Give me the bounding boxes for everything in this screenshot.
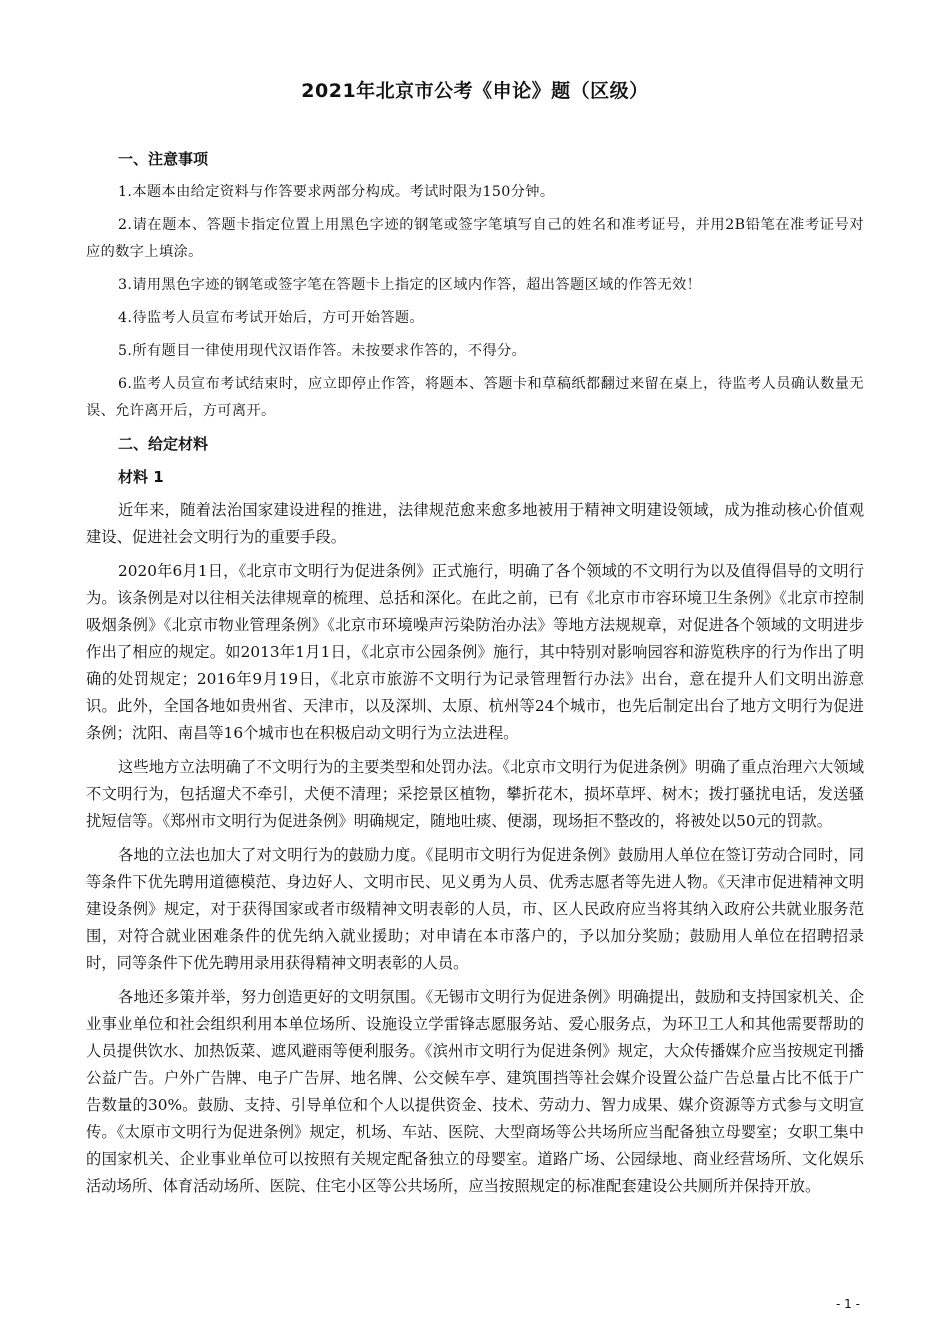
note-item: 2.请在题本、答题卡指定位置上用黑色字迹的钢笔或签字笔填写自己的姓名和准考证号，并用2B铅笔在准考证号对应的数字上填涂。 — [86, 217, 864, 260]
section-heading-notes: 一、注意事项 — [118, 150, 209, 168]
note-item: 5.所有题目一律使用现代汉语作答。未按要求作答的，不得分。 — [118, 343, 527, 359]
note-item: 3.请用黑色字迹的钢笔或签字笔在答题卡上指定的区域内作答，超出答题区域的作答无效！ — [118, 277, 702, 293]
page-number: - 1 - — [836, 1297, 860, 1311]
material-label: 材料 1 — [118, 468, 164, 486]
note-item: 1.本题本由给定资料与作答要求两部分构成。考试时限为150分钟。 — [118, 184, 555, 200]
document-title: 2021年北京市公考《申论》题（区级） — [301, 80, 649, 102]
material-paragraph: 2020年6月1日，《北京市文明行为促进条例》正式施行，明确了各个领域的不文明行为以及值得倡导的文明行为。该条例是对以往相关法律规章的梳理、总括和深化。在此之前，已有《北京市市容环境卫生条例》《北京市控制吸烟条例》《北京市物业管理条例》《北京市环境噪声污染防治办法》等地方法规规章，对促进各个领域的文明进步作出了相应的规定。如2013年1月1日，《北京市公园条例》施行，其中特别对影响园容和游览秩序的行为作出了明确的处罚规定；2016年9月19日，《北京市旅游不文明行为记录管理暂行办法》出台，意在提升人们文明出游意识。此外，全国各地如贵州省、天津市，以及深圳、太原、杭州等24个城市，也先后制定出台了地方文明行为促进条例；沈阳、南昌等16个城市也在积极启动文明行为立法进程。 — [86, 562, 864, 742]
material-paragraph: 这些地方立法明确了不文明行为的主要类型和处罚办法。《北京市文明行为促进条例》明确了重点治理六大领域不文明行为，包括遛犬不牵引，犬便不清理；采挖景区植物，攀折花木，损坏草坪、树木；拨打骚扰电话，发送骚扰短信等。《郑州市文明行为促进条例》明确规定，随地吐痰、便溺，现场拒不整改的，将被处以50元的罚款。 — [86, 758, 864, 830]
material-paragraph: 各地还多策并举，努力创造更好的文明氛围。《无锡市文明行为促进条例》明确提出，鼓励和支持国家机关、企业事业单位和社会组织利用本单位场所、设施设立学雷锋志愿服务站、爱心服务点，为环卫工人和其他需要帮助的人员提供饮水、加热饭菜、遮风避雨等便利服务。《滨州市文明行为促进条例》规定，大众传播媒介应当按规定刊播公益广告。户外广告牌、电子广告屏、地名牌、公交候车亭、建筑围挡等社会媒介设置公益广告总量占比不低于广告数量的30%。鼓励、支持、引导单位和个人以提供资金、技术、劳动力、智力成果、媒介资源等方式参与文明宣传。《太原市文明行为促进条例》规定，机场、车站、医院、大型商场等公共场所应当配备独立母婴室；女职工集中的国家机关、企业事业单位可以按照有关规定配备独立的母婴室。道路广场、公园绿地、商业经营场所、文化娱乐活动场所、体育活动场所、医院、住宅小区等公共场所，应当按照规定的标准配套建设公共厕所并保持开放。 — [86, 988, 864, 1195]
document-body — [86, 146, 864, 1207]
note-item: 6.监考人员宣布考试结束时，应立即停止作答，将题本、答题卡和草稿纸都翻过来留在桌上，待监考人员确认数量无误、允许离开后，方可离开。 — [86, 376, 864, 419]
material-paragraph: 近年来，随着法治国家建设进程的推进，法律规范愈来愈多地被用于精神文明建设领域，成为推动核心价值观建设、促进社会文明行为的重要手段。 — [86, 501, 864, 546]
material-paragraph: 各地的立法也加大了对文明行为的鼓励力度。《昆明市文明行为促进条例》鼓励用人单位在签订劳动合同时，同等条件下优先聘用道德模范、身边好人、文明市民、见义勇为人员、优秀志愿者等先进人物。《天津市促进精神文明建设条例》规定，对于获得国家或者市级精神文明表彰的人员，市、区人民政府应当将其纳入政府公共就业服务范围，对符合就业困难条件的优先纳入就业援助；对申请在本市落户的，予以加分奖励；鼓励用人单位在招聘招录时，同等条件下优先聘用录用获得精神文明表彰的人员。 — [86, 846, 864, 972]
section-heading-materials: 二、给定材料 — [118, 435, 209, 453]
note-item: 4.待监考人员宣布考试开始后，方可开始答题。 — [118, 310, 425, 326]
